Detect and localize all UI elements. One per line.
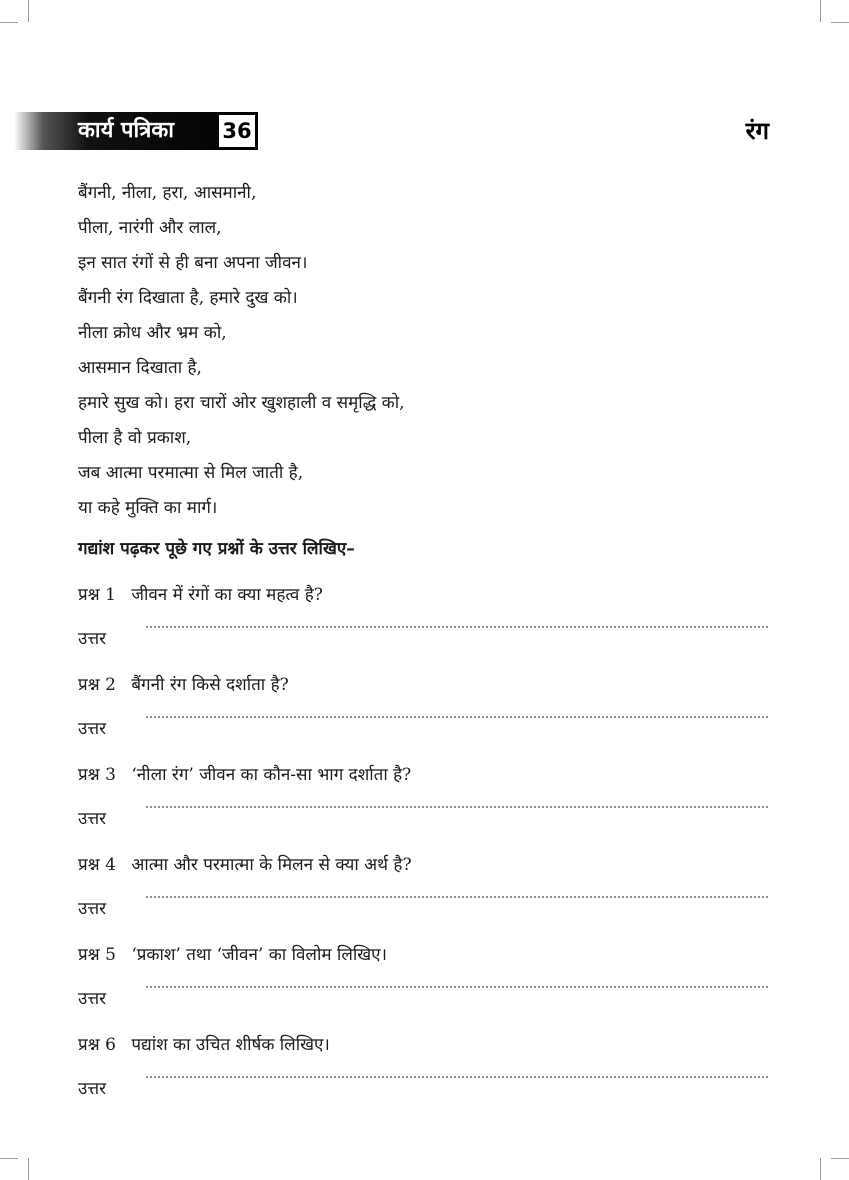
poem-line: या कहे मुक्ति का मार्ग।: [78, 498, 218, 518]
question-6: [78, 1032, 330, 1055]
poem-line: हमारे सुख को। हरा चारों ओर खुशहाली व समृद्धि को,: [78, 393, 405, 413]
question-text: बैंगनी रंग किसे दर्शाता है?: [131, 675, 289, 695]
crop-mark-top-left-v: [28, 0, 29, 22]
answer-line-6[interactable]: [146, 1076, 768, 1078]
answer-line-4[interactable]: [146, 896, 768, 898]
crop-mark-bottom-right-h: [831, 1158, 849, 1159]
poem-line: आसमान दिखाता है,: [78, 358, 202, 378]
question-text: जीवन में रंगों का क्या महत्व है?: [131, 585, 323, 605]
answer-label: उत्तर: [78, 629, 107, 649]
question-text: ‘नीला रंग’ जीवन का कौन-सा भाग दर्शाता है?: [131, 765, 412, 785]
question-number: प्रश्न 6: [78, 1035, 116, 1055]
question-2: [78, 672, 289, 695]
answer-label: उत्तर: [78, 809, 107, 829]
poem-line: बैंगनी, नीला, हरा, आसमानी,: [78, 183, 257, 203]
question-number: प्रश्न 1: [78, 585, 116, 605]
poem-line: जब आत्मा परमात्मा से मिल जाती है,: [78, 463, 304, 483]
question-4: [78, 852, 412, 875]
question-number: प्रश्न 4: [78, 855, 116, 875]
question-text: पद्यांश का उचित शीर्षक लिखिए।: [131, 1035, 330, 1055]
poem-line: पीला, नारंगी और लाल,: [78, 218, 222, 238]
crop-mark-top-right-h: [831, 22, 849, 23]
answer-label: उत्तर: [78, 989, 107, 1009]
poem-line: नीला क्रोध और भ्रम को,: [78, 323, 227, 343]
crop-mark-bottom-right-v: [820, 1158, 821, 1180]
answer-label: उत्तर: [78, 1079, 107, 1099]
crop-mark-top-left-h: [0, 22, 18, 23]
answer-line-3[interactable]: [146, 806, 768, 808]
poem-line: इन सात रंगों से ही बना अपना जीवन।: [78, 253, 308, 273]
question-3: [78, 762, 411, 785]
question-number: प्रश्न 2: [78, 675, 116, 695]
crop-mark-top-right-v: [820, 0, 821, 22]
question-number: प्रश्न 3: [78, 765, 116, 785]
question-1: [78, 582, 323, 605]
answer-label: उत्तर: [78, 719, 107, 739]
topic-title: रंग: [745, 117, 769, 145]
question-text: ‘प्रकाश’ तथा ‘जीवन’ का विलोम लिखिए।: [131, 945, 388, 965]
crop-mark-bottom-left-h: [0, 1158, 18, 1159]
answer-line-2[interactable]: [146, 716, 768, 718]
poem-line: बैंगनी रंग दिखाता है, हमारे दुख को।: [78, 288, 298, 308]
crop-mark-bottom-left-v: [28, 1158, 29, 1180]
question-text: आत्मा और परमात्मा के मिलन से क्या अर्थ है?: [131, 855, 412, 875]
worksheet-number: 36: [218, 114, 256, 148]
poem-line: पीला है वो प्रकाश,: [78, 428, 192, 448]
answer-label: उत्तर: [78, 899, 107, 919]
question-5: [78, 942, 387, 965]
answer-line-5[interactable]: [146, 986, 768, 988]
poem: [78, 176, 405, 526]
question-number: प्रश्न 5: [78, 945, 116, 965]
worksheet-title: कार्य पत्रिका: [78, 118, 174, 143]
answer-line-1[interactable]: [146, 626, 768, 628]
instruction-heading: गद्यांश पढ़कर पूछे गए प्रश्नों के उत्तर लिखिए–: [78, 539, 355, 559]
